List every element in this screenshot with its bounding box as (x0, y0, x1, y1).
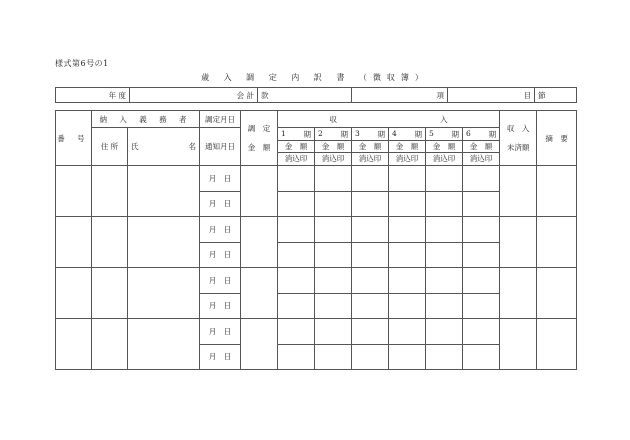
notice-date-cell[interactable]: 月 日 (200, 191, 241, 217)
period-3: 3 期 (352, 128, 389, 141)
remarks-cell[interactable] (537, 268, 577, 319)
col-unpaid: 収 入 未済額 (500, 111, 537, 166)
period-amount-cell: 金 額 消込印 (278, 141, 315, 166)
unpaid-cell[interactable] (500, 319, 537, 370)
receipt-cell[interactable] (463, 217, 500, 243)
stamp-cell[interactable] (352, 344, 389, 370)
col-address: 住 所 (92, 128, 128, 166)
number-cell[interactable] (56, 319, 92, 370)
period-1: 1 期 (278, 128, 315, 141)
kou-cell[interactable]: 項 (352, 88, 448, 103)
receipt-cell[interactable] (352, 166, 389, 192)
setsu-cell[interactable]: 節 (535, 88, 577, 103)
address-cell[interactable] (92, 166, 128, 217)
stamp-cell[interactable] (315, 242, 352, 268)
stamp-cell[interactable] (389, 242, 426, 268)
stamp-cell[interactable] (352, 191, 389, 217)
assess-amount-cell[interactable] (241, 319, 278, 370)
assess-date-cell[interactable]: 月 日 (200, 268, 241, 294)
col-receipt: 収 入 (278, 111, 500, 128)
receipt-cell[interactable] (315, 319, 352, 345)
period-2: 2 期 (315, 128, 352, 141)
receipt-cell[interactable] (426, 319, 463, 345)
unpaid-cell[interactable] (500, 268, 537, 319)
name-cell[interactable] (128, 217, 200, 268)
receipt-cell[interactable] (278, 217, 315, 243)
receipt-cell[interactable] (315, 166, 352, 192)
remarks-cell[interactable] (537, 319, 577, 370)
notice-date-cell[interactable]: 月 日 (200, 293, 241, 319)
stamp-cell[interactable] (389, 293, 426, 319)
receipt-cell[interactable] (389, 217, 426, 243)
moku-cell[interactable]: 目 (448, 88, 535, 103)
form-number: 様式第6号の1 (55, 59, 109, 68)
stamp-cell[interactable] (352, 293, 389, 319)
stamp-cell[interactable] (315, 191, 352, 217)
receipt-cell[interactable] (463, 166, 500, 192)
stamp-cell[interactable] (278, 344, 315, 370)
receipt-cell[interactable] (463, 268, 500, 294)
stamp-cell[interactable] (426, 293, 463, 319)
ledger-table (55, 110, 577, 370)
kan-cell[interactable]: 款 (258, 88, 352, 103)
notice-date-cell[interactable]: 月 日 (200, 242, 241, 268)
period-6: 6 期 (463, 128, 500, 141)
receipt-cell[interactable] (426, 166, 463, 192)
table-row (56, 319, 577, 345)
stamp-cell[interactable] (463, 344, 500, 370)
remarks-cell[interactable] (537, 217, 577, 268)
stamp-cell[interactable] (389, 191, 426, 217)
stamp-cell[interactable] (389, 344, 426, 370)
stamp-cell[interactable] (463, 191, 500, 217)
stamp-cell[interactable] (352, 242, 389, 268)
receipt-cell[interactable] (315, 268, 352, 294)
receipt-cell[interactable] (352, 268, 389, 294)
assess-date-cell[interactable]: 月 日 (200, 319, 241, 345)
remarks-cell[interactable] (537, 166, 577, 217)
assess-date-cell[interactable]: 月 日 (200, 166, 241, 192)
receipt-cell[interactable] (426, 217, 463, 243)
col-remarks: 摘 要 (537, 111, 577, 166)
stamp-cell[interactable] (426, 191, 463, 217)
unpaid-cell[interactable] (500, 217, 537, 268)
ledger-body (56, 166, 577, 370)
address-cell[interactable] (92, 268, 128, 319)
address-cell[interactable] (92, 319, 128, 370)
table-row (56, 166, 577, 192)
period-5: 5 期 (426, 128, 463, 141)
notice-date-cell[interactable]: 月 日 (200, 344, 241, 370)
receipt-cell[interactable] (389, 319, 426, 345)
table-row (56, 268, 577, 294)
number-cell[interactable] (56, 217, 92, 268)
receipt-cell[interactable] (426, 268, 463, 294)
stamp-cell[interactable] (463, 293, 500, 319)
col-notice-date: 通知月日 (200, 128, 241, 166)
receipt-cell[interactable] (278, 319, 315, 345)
period-4: 4 期 (389, 128, 426, 141)
stamp-cell[interactable] (278, 293, 315, 319)
receipt-cell[interactable] (463, 319, 500, 345)
account-header-table (55, 87, 577, 103)
number-cell[interactable] (56, 268, 92, 319)
col-assess-amount: 調 定 金 額 (241, 111, 278, 166)
form-title: 歳 入 調 定 内 訳 書 （徴収簿） (201, 73, 429, 82)
receipt-cell[interactable] (315, 217, 352, 243)
stamp-cell[interactable] (278, 242, 315, 268)
assess-amount-cell[interactable] (241, 217, 278, 268)
assess-amount-cell[interactable] (241, 166, 278, 217)
account-cell[interactable]: 会 計 (130, 88, 258, 103)
period-amount-cell: 金 額 消込印 (389, 141, 426, 166)
period-amount-cell: 金 額 消込印 (463, 141, 500, 166)
name-cell[interactable] (128, 166, 200, 217)
receipt-cell[interactable] (352, 217, 389, 243)
col-assess-date: 調定月日 (200, 111, 241, 128)
stamp-cell[interactable] (426, 242, 463, 268)
name-cell[interactable] (128, 319, 200, 370)
receipt-cell[interactable] (389, 268, 426, 294)
number-cell[interactable] (56, 166, 92, 217)
period-amount-cell: 金 額 消込印 (315, 141, 352, 166)
stamp-cell[interactable] (278, 191, 315, 217)
stamp-cell[interactable] (315, 293, 352, 319)
address-cell[interactable] (92, 217, 128, 268)
col-name: 氏 名 (128, 128, 200, 166)
receipt-cell[interactable] (278, 268, 315, 294)
period-amount-cell: 金 額 消込印 (352, 141, 389, 166)
receipt-cell[interactable] (389, 166, 426, 192)
col-obligor: 納 入 義 務 者 (92, 111, 200, 128)
stamp-cell[interactable] (463, 242, 500, 268)
table-row (56, 217, 577, 243)
unpaid-cell[interactable] (500, 166, 537, 217)
stamp-cell[interactable] (315, 344, 352, 370)
year-cell[interactable]: 年 度 (56, 88, 130, 103)
col-number: 番 号 (56, 111, 92, 166)
name-cell[interactable] (128, 268, 200, 319)
assess-date-cell[interactable]: 月 日 (200, 217, 241, 243)
stamp-cell[interactable] (426, 344, 463, 370)
assess-amount-cell[interactable] (241, 268, 278, 319)
receipt-cell[interactable] (278, 166, 315, 192)
period-amount-cell: 金 額 消込印 (426, 141, 463, 166)
receipt-cell[interactable] (352, 319, 389, 345)
